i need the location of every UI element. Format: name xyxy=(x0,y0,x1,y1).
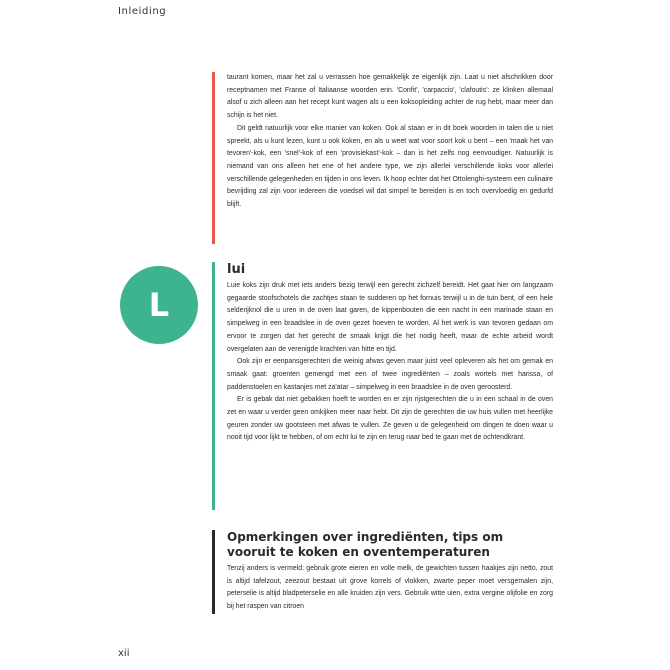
lui-paragraph-1: Luie koks zijn druk met iets anders bezig terwijl een gerecht zichzelf bereidt. Het gaat hier om langzaam gegaarde stoofschotels die zachtjes staan te sudderen op het fornuis terwijl u in de tuin bent, of een hele selderijknol die u uren in de oven laat garen, de kippenbouten die een nacht in een marinade staan en simpelweg in een braadslee in de oven gezet hoeven te worden. Al het werk is van tevoren gedaan om ervoor te zorgen dat het gerecht de smaak krijgt die het nodig heeft, maar de echte arbeid wordt overgelaten aan de verenigde krachten van hitte en tijd. xyxy=(227,282,553,353)
lui-letter-badge: L xyxy=(120,266,198,344)
intro-paragraph-1: taurant komen, maar het zal u verrassen hoe gemakkelijk ze eigenlijk zijn. Laat u niet afschrikken door receptnamen met Franse of Italiaanse woorden erin. 'Confit', 'carpaccio', 'clafoutis': ze klinken allemaal alsof u zich alleen aan het recept kunt wagen als u een koksopleiding achter de rug hebt, maar meer dan schijn is het niet. xyxy=(227,74,553,120)
page-number: xii xyxy=(118,648,130,659)
lui-section xyxy=(212,262,553,510)
intro-section xyxy=(212,72,553,244)
notes-heading: Opmerkingen over ingrediënten, tips om vooruit te koken en oventemperaturen xyxy=(227,530,504,559)
running-head: Inleiding xyxy=(118,6,167,17)
lui-paragraph-2: Ook zijn er eenpansgerechten die weinig afwas geven maar juist veel opleveren als het om gemak en smaak gaat: groenten gemengd met een of twee ingrediënten – zoals wortels met harissa, of paddenstoelen en kastanjes met za'atar – simpelweg in een braadslee in de oven geroosterd. xyxy=(227,358,553,391)
notes-paragraph-1: Tenzij anders is vermeld: gebruik grote eieren en volle melk, de gewichten tussen haakjes zijn netto, zout is altijd tafelzout, zeezout bestaat uit grove korrels of vlokken, zwarte peper moet versgemalen zijn, peterselie is altijd bladpeterselie en alle kruiden zijn vers. Gebruik witte uien, extra vergine olijfolie en zorg bij het raspen van citroen xyxy=(227,565,553,611)
notes-section xyxy=(212,530,553,614)
lui-paragraph-3: Er is gebak dat niet gebakken hoeft te worden en er zijn rijstgerechten die u in een schaal in de oven zet en waar u verder geen omkijken meer naar hebt. Dit zijn de gerechten die uw huis vullen met heerlijke geuren zonder uw gootsteen met afwas te vullen. Ze geven u de gelegenheid om dingen te doen waar u nooit tijd voor lijkt te hebben, of om echt lui te zijn en terug naar bed te gaan met de ochtendkrant. xyxy=(227,396,553,442)
intro-paragraph-2: Dit geldt natuurlijk voor elke manier van koken. Ook al staan er in dit boek woorden in talen die u niet spreekt, als u kunt lezen, kunt u ook koken, en als u weet wat voor soort kok u bent – een 'maak het van tevoren'-kok, een 'snel'-kok of een 'provisiekast'-kok – dan is het zelfs nog eenvoudiger. Natuurlijk is niemand van ons alleen het ene of het andere type, we zijn allerlei verschillende koks voor allerlei verschillende gelegenheden en tijden in ons leven. Ik hoop echter dat het Ottolenghi-systeem een culinaire bevrijding zal zijn voor iedereen die voedsel wil dat simpel te bereiden is en toch overvloedig en gedurfd blijft. xyxy=(227,124,553,209)
lui-heading: lui xyxy=(227,262,246,277)
